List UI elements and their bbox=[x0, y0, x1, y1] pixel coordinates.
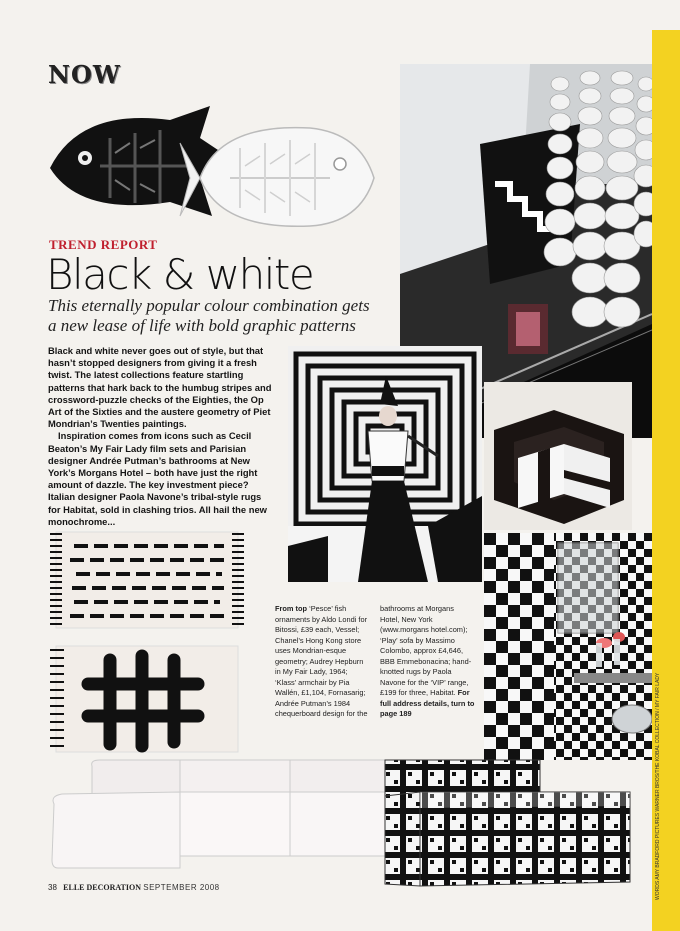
kicker-label: TREND REPORT bbox=[49, 237, 158, 252]
picture-caption bbox=[275, 604, 475, 720]
black-fish bbox=[50, 106, 230, 216]
page-number: 38 bbox=[48, 883, 57, 892]
section-label: NOW bbox=[48, 60, 121, 89]
caption-text: ‘Pesce’ fish ornaments by Aldo Londi for Bitossi, £39 each, Vessel; Chanel’s Hong Kong store uses Mondrian-esque geometry; Audrey Hepburn in My Fair Lady, 1964; ‘Klass’ armchair by Pia Wallén, £1,104, Fornasarig; Andrée Putman’s 1984 chequerboard design for the bathrooms at Morgans Hotel, New York (www.morgans hotel.com); ‘Play’ sofa by Massimo Colombo, approx £4,646, BBB Emmebonacina; hand-knotted rugs by Paola Navone for the ‘VIP’ range, £199 for three, Habitat. bbox=[275, 604, 472, 718]
photo-credits bbox=[646, 660, 661, 900]
credits-text: WORDS AMY BRADFORD PICTURES WARNER BROS/THE KOBAL COLLECTION / MY FAIR LADY bbox=[655, 672, 661, 900]
headline: Black & white bbox=[46, 250, 314, 299]
issue-date: SEPTEMBER 2008 bbox=[143, 883, 220, 892]
caption-address-note: For full address details, turn to page 189 bbox=[380, 688, 475, 718]
page-footer bbox=[48, 883, 220, 892]
navone-rug-stripes bbox=[48, 528, 246, 632]
morgans-hotel-bathroom-photo bbox=[484, 533, 652, 760]
body-paragraph-2: Inspiration comes from icons such as Cecil Beaton’s My Fair Lady film sets and Parisian designer Andrée Putman’s bathrooms at New York’s Morgans Hotel – both have just the right amount of dazzle. The key investment piece? Italian designer Paola Navone’s tribal-style rugs for Habitat, sold in clashing trios. All hail the new monochrome... bbox=[48, 430, 267, 527]
play-sofa-photo bbox=[40, 756, 640, 892]
caption-lead: From top bbox=[275, 604, 308, 613]
navone-rug-grid bbox=[48, 642, 246, 756]
standfirst: This eternally popular colour combination gets a new lease of life with bold graphic patterns bbox=[48, 296, 370, 335]
magazine-name: ELLE DECORATION bbox=[63, 883, 142, 892]
klass-armchair-photo bbox=[484, 382, 632, 530]
body-copy bbox=[48, 345, 274, 528]
body-paragraph-1: Black and white never goes out of style, but that hasn’t stopped designers from giving it a fresh twist. The latest collections feature startling patterns that hark back to the humbug stripes and crossword-puzzle checks of the Eighties, the Op Art of the Sixties and the austere geometry of Piet Mondrian’s Twenties paintings. bbox=[48, 345, 272, 430]
fish-ornaments-image bbox=[40, 98, 380, 228]
my-fair-lady-photo bbox=[288, 346, 482, 582]
